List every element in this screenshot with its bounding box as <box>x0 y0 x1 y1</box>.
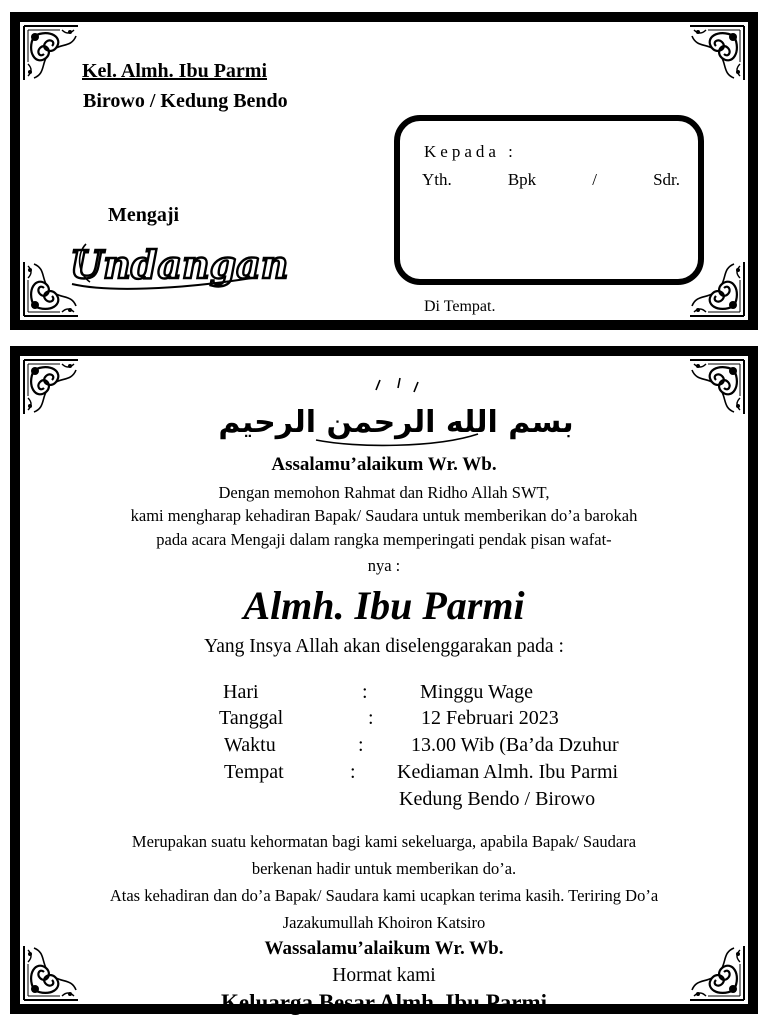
detail-value-tempat-line2: Kedung Bendo / Birowo <box>399 788 596 810</box>
opening-line: Dengan memohon Rahmat dan Ridho Allah SWT, <box>218 483 550 502</box>
corner-ornament-icon <box>686 356 748 418</box>
detail-colon: : <box>362 681 368 703</box>
opening-line: nya : <box>367 556 401 575</box>
recipient-slash: / <box>592 170 597 189</box>
detail-colon: : <box>350 761 356 783</box>
undangan-calligraphy-icon <box>66 234 289 294</box>
greeting-salam: Assalamu’alaikum Wr. Wb. <box>271 454 497 475</box>
sender-family-name: Kel. Almh. Ibu Parmi <box>82 60 268 82</box>
envelope-card <box>10 12 758 330</box>
detail-label-tanggal: Tanggal <box>219 707 284 729</box>
corner-ornament-icon <box>686 22 748 84</box>
bismillah-calligraphy-icon <box>218 374 574 454</box>
closing-line: berkenan hadir untuk memberikan do’a. <box>251 859 517 878</box>
recipient-box <box>394 115 704 285</box>
detail-colon: : <box>358 734 364 756</box>
signature-family: Keluarga Besar Almh. Ibu Parmi <box>220 990 548 1015</box>
svg-text:Undangan: Undangan <box>70 242 289 287</box>
corner-ornament-icon <box>20 22 82 84</box>
detail-value-tanggal: 12 Februari 2023 <box>421 707 559 729</box>
closing-line: Merupakan suatu kehormatan bagi kami sekeluarga, apabila Bapak/ Saudara <box>131 832 637 851</box>
closing-salam: Wassalamu’alaikum Wr. Wb. <box>264 938 504 959</box>
detail-label-tempat: Tempat <box>224 761 284 783</box>
recipient-yth: Yth. <box>422 170 452 189</box>
detail-value-tempat: Kediaman Almh. Ibu Parmi <box>397 761 619 783</box>
regards: Hormat kami <box>332 965 436 986</box>
detail-colon: : <box>368 707 374 729</box>
detail-label-hari: Hari <box>223 681 259 703</box>
deceased-name: Almh. Ibu Parmi <box>243 583 525 628</box>
svg-text:بسم الله الرحمن الرحيم: بسم الله الرحمن الرحيم <box>218 405 574 440</box>
detail-value-waktu: 13.00 Wib (Ba’da Dzuhur <box>411 734 619 756</box>
event-intro: Yang Insya Allah akan diselenggarakan pada : <box>204 636 564 657</box>
opening-line: pada acara Mengaji dalam rangka memperingati pendak pisan wafat- <box>156 530 612 549</box>
recipient-bpk: Bpk <box>507 170 537 189</box>
invitation-card <box>10 346 758 1014</box>
recipient-di-tempat: Di Tempat. <box>424 298 496 315</box>
closing-line: Atas kehadiran dan do’a Bapak/ Saudara kami ucapkan terima kasih. Teriring Do’a <box>109 886 659 905</box>
opening-line: kami mengharap kehadiran Bapak/ Saudara untuk memberikan do’a barokah <box>130 506 638 525</box>
recipient-sdr: Sdr. <box>653 170 680 189</box>
detail-label-waktu: Waktu <box>224 734 276 756</box>
corner-ornament-icon <box>20 356 82 418</box>
detail-value-hari: Minggu Wage <box>420 681 534 703</box>
recipient-salutation <box>422 170 680 190</box>
recipient-kepada: Kepada : <box>424 142 517 161</box>
closing-line: Jazakumullah Khoiron Katsiro <box>282 913 486 932</box>
event-name: Mengaji <box>108 204 180 226</box>
sender-address: Birowo / Kedung Bendo <box>83 90 288 112</box>
